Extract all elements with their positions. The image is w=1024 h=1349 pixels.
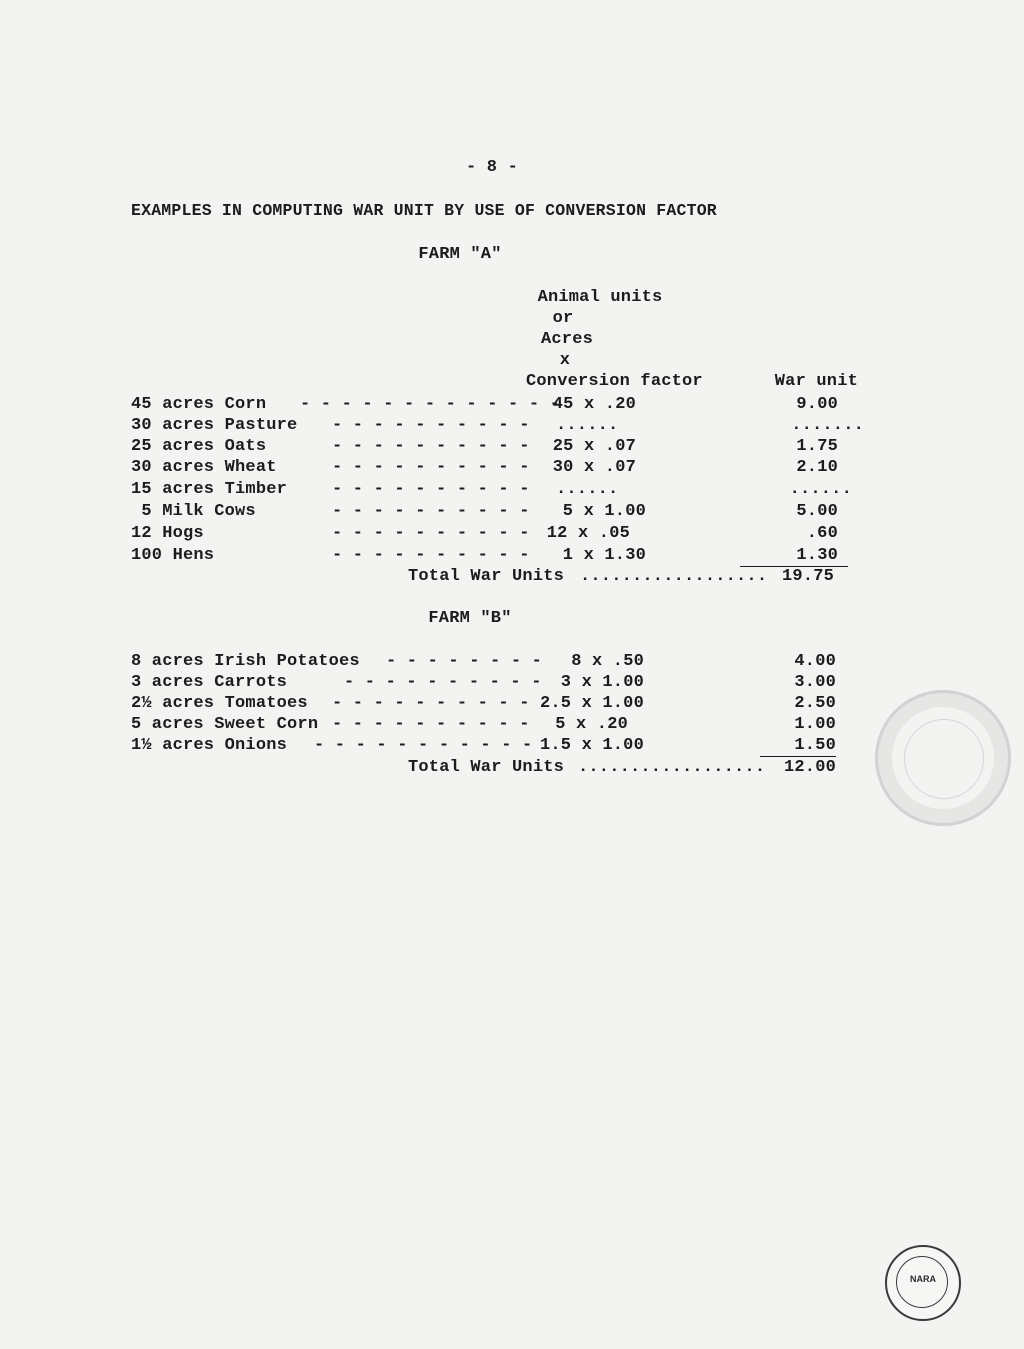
farm-b-heading: FARM "B" bbox=[428, 609, 512, 628]
row-war-unit: 4.00 bbox=[794, 652, 836, 671]
row-leader: - - - - - - - - - - bbox=[332, 458, 530, 477]
table-row-item: 8 acres Irish Potatoes bbox=[131, 652, 360, 671]
row-leader: - - - - - - - - - - bbox=[332, 437, 530, 456]
table-row-item: 30 acres Wheat bbox=[131, 458, 277, 477]
col-header-line: Conversion factor bbox=[526, 372, 703, 391]
stamp-label: NARA bbox=[910, 1274, 936, 1284]
total-leader: .................. bbox=[580, 567, 768, 586]
nara-seal-stamp bbox=[885, 1245, 961, 1321]
row-calc: 8 x .50 bbox=[571, 652, 644, 671]
row-calc: 12 x .05 bbox=[546, 524, 630, 543]
row-leader: - - - - - - - - - - - bbox=[314, 736, 533, 755]
row-war-unit: 9.00 bbox=[796, 395, 838, 414]
row-leader: - - - - - - - - - - bbox=[332, 502, 530, 521]
total-leader: .................. bbox=[578, 758, 766, 777]
table-row-item: 12 Hogs bbox=[131, 524, 204, 543]
page-number: - 8 - bbox=[465, 158, 518, 177]
stamp-inner-ring bbox=[904, 719, 984, 799]
total-label: Total War Units bbox=[408, 758, 565, 777]
row-calc: 5 x .20 bbox=[555, 715, 628, 734]
row-leader: - - - - - - - - - - bbox=[332, 524, 530, 543]
total-value: 12.00 bbox=[783, 758, 836, 777]
row-war-unit: 1.30 bbox=[740, 546, 848, 567]
document-title: EXAMPLES IN COMPUTING WAR UNIT BY USE OF CONVERSION FACTOR bbox=[131, 201, 717, 220]
faded-library-stamp bbox=[875, 690, 1011, 826]
row-war-unit: ....... bbox=[791, 416, 864, 435]
row-calc: ...... bbox=[556, 416, 619, 435]
row-leader: - - - - - - - - - - bbox=[332, 694, 530, 713]
row-war-unit: 1.75 bbox=[796, 437, 838, 456]
row-leader: - - - - - - - - - - bbox=[332, 715, 530, 734]
table-row-item: 5 Milk Cows bbox=[131, 502, 256, 521]
row-calc: 3 x 1.00 bbox=[560, 673, 644, 692]
row-war-unit: 2.10 bbox=[796, 458, 838, 477]
row-leader: - - - - - - - - - - bbox=[332, 480, 530, 499]
table-row-item: 5 acres Sweet Corn bbox=[131, 715, 319, 734]
war-unit-header: War unit bbox=[774, 372, 858, 391]
col-header-line: Acres bbox=[540, 330, 593, 349]
table-row-item: 15 acres Timber bbox=[131, 480, 288, 499]
row-calc: 25 x .07 bbox=[552, 437, 636, 456]
total-label: Total War Units bbox=[408, 567, 565, 586]
table-row-item: 30 acres Pasture bbox=[131, 416, 298, 435]
col-header-line: or bbox=[552, 309, 574, 328]
table-row-item: 100 Hens bbox=[131, 546, 215, 565]
table-row-item: 2½ acres Tomatoes bbox=[131, 694, 308, 713]
total-value: 19.75 bbox=[781, 567, 834, 586]
row-leader: - - - - - - - - - - bbox=[332, 546, 530, 565]
table-row-item: 45 acres Corn bbox=[131, 395, 267, 414]
table-row-item: 25 acres Oats bbox=[131, 437, 267, 456]
farm-a-heading: FARM "A" bbox=[418, 245, 502, 264]
row-calc: ...... bbox=[556, 480, 619, 499]
row-calc: 1.5 x 1.00 bbox=[539, 736, 644, 755]
row-war-unit: 1.00 bbox=[794, 715, 836, 734]
table-row-item: 1½ acres Onions bbox=[131, 736, 288, 755]
row-war-unit: 1.50 bbox=[760, 736, 836, 757]
row-war-unit: .60 bbox=[806, 524, 838, 543]
row-calc: 45 x .20 bbox=[552, 395, 636, 414]
row-calc: 1 x 1.30 bbox=[562, 546, 646, 565]
row-calc: 5 x 1.00 bbox=[562, 502, 646, 521]
row-calc: 2.5 x 1.00 bbox=[539, 694, 644, 713]
row-leader: - - - - - - - - - - bbox=[344, 673, 542, 692]
row-leader: - - - - - - - - - - bbox=[332, 416, 530, 435]
row-war-unit: 5.00 bbox=[796, 502, 838, 521]
col-header-line: Animal units bbox=[537, 288, 663, 307]
col-header-line: x bbox=[559, 351, 571, 370]
row-calc: 30 x .07 bbox=[552, 458, 636, 477]
row-leader: - - - - - - - - bbox=[386, 652, 543, 671]
table-row-item: 3 acres Carrots bbox=[131, 673, 288, 692]
row-war-unit: 3.00 bbox=[794, 673, 836, 692]
row-war-unit: ...... bbox=[789, 480, 852, 499]
row-war-unit: 2.50 bbox=[794, 694, 836, 713]
row-leader: - - - - - - - - - - - - - bbox=[300, 395, 561, 414]
